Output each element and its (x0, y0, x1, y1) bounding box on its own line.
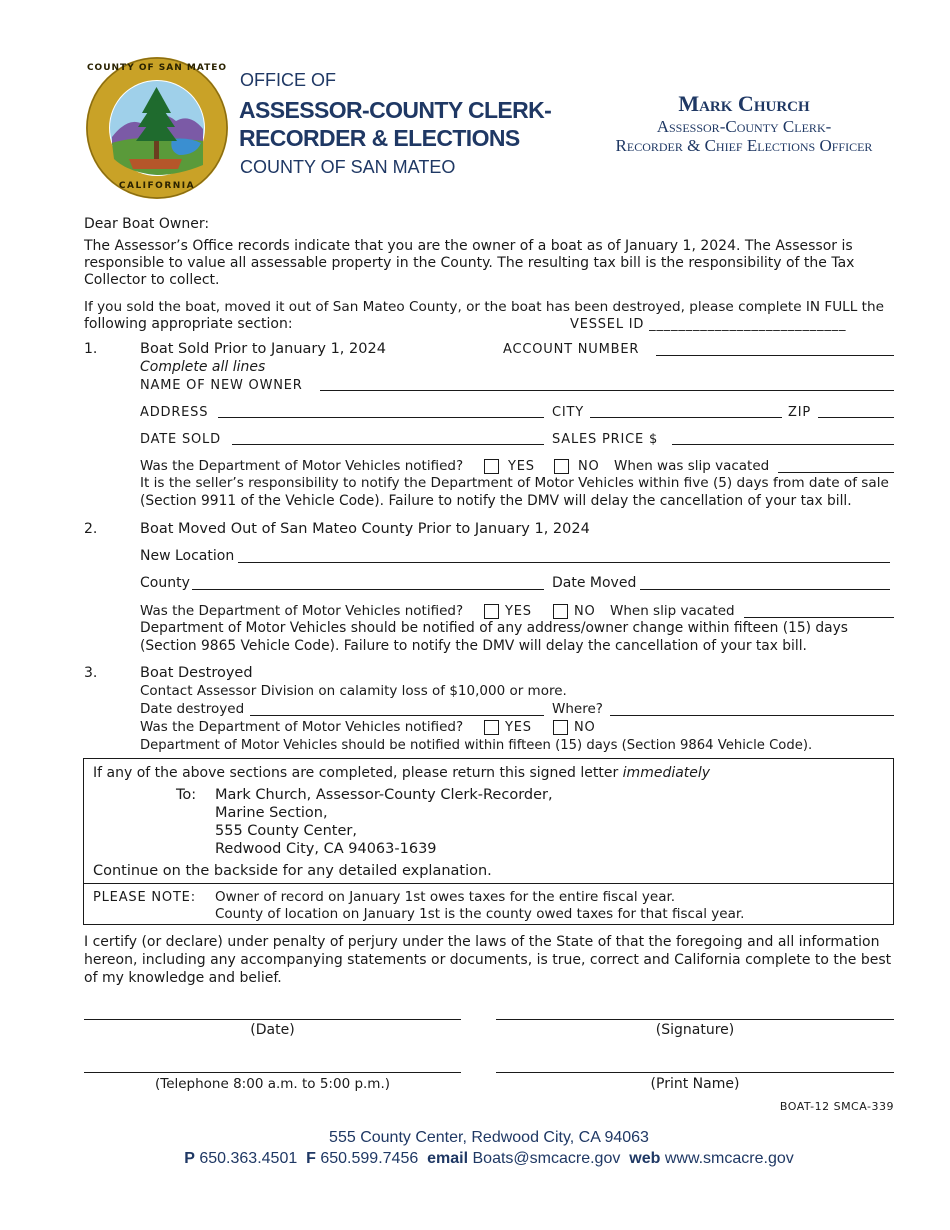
return-address-line4: Redwood City, CA 94063-1639 (215, 841, 437, 857)
intro-paragraph: The Assessor’s Office records indicate that you are the owner of a boat as of January 1, 2024. The Assessor is responsible to value all assessable property in the County. The resulting tax bill is the responsibility of the Tax Collector to collect. (84, 238, 855, 288)
account-number-label: ACCOUNT NUMBER (503, 342, 640, 357)
date-sold-label: DATE SOLD (140, 432, 221, 447)
footer-fax: 650.599.7456 (320, 1150, 419, 1167)
date-signature-line[interactable] (84, 1019, 461, 1020)
where-label: Where? (552, 701, 603, 717)
return-intro (93, 765, 710, 782)
office-of: OFFICE OF (240, 70, 336, 90)
telephone-caption: (Telephone 8:00 a.m. to 5:00 p.m.) (154, 1076, 391, 1092)
section2-note-line2: (Section 9865 Vehicle Code). Failure to notify the DMV will delay the cancellation of your tax bill. (140, 638, 807, 654)
county-seal (84, 55, 230, 201)
print-name-caption: (Print Name) (650, 1076, 740, 1092)
certification-statement: I certify (or declare) under penalty of perjury under the laws of the State of that the foregoing and all information hereon, including any accompanying statements or documents, is true, correct and California complete to the best of my knowledge and belief. (84, 934, 892, 986)
where-field[interactable] (610, 715, 894, 716)
section1-yes-label: YES (508, 459, 535, 474)
account-number-field[interactable] (656, 355, 894, 356)
county-label: County (140, 575, 190, 591)
instruction-line2: following appropriate section: (84, 316, 293, 332)
address-label: ADDRESS (140, 405, 209, 420)
section2-no-label: NO (574, 604, 596, 619)
section2-slip-label: When slip vacated (610, 603, 735, 619)
seal-text-bottom: CALIFORNIA (118, 181, 196, 191)
footer-phone: 650.363.4501 (199, 1150, 298, 1167)
return-intro-text: If any of the above sections are completed, please return this signed letter (93, 765, 619, 781)
telephone-line[interactable] (84, 1072, 461, 1073)
signature-caption: (Signature) (655, 1022, 735, 1038)
print-name-line[interactable] (496, 1072, 894, 1073)
date-destroyed-label: Date destroyed (140, 701, 245, 717)
official-title1: Assessor-County Clerk- (656, 117, 832, 136)
section1-no-checkbox[interactable] (554, 459, 569, 474)
date-caption: (Date) (250, 1022, 295, 1038)
return-address-line1: Mark Church, Assessor-County Clerk-Recorder, (215, 787, 553, 803)
section3-yes-label: YES (505, 720, 532, 735)
return-intro-emphasis: immediately (622, 765, 711, 781)
section2-no-checkbox[interactable] (553, 604, 568, 619)
section2-number: 2. (84, 521, 98, 537)
greeting: Dear Boat Owner: (84, 216, 210, 232)
date-destroyed-field[interactable] (250, 715, 544, 716)
section2-title: Boat Moved Out of San Mateo County Prior to January 1, 2024 (140, 521, 590, 537)
section3-title: Boat Destroyed (140, 665, 253, 681)
section2-yes-checkbox[interactable] (484, 604, 499, 619)
zip-label: ZIP (788, 405, 811, 420)
return-to-label: To: (176, 787, 197, 803)
date-moved-field[interactable] (640, 589, 890, 590)
section1-dmv-question: Was the Department of Motor Vehicles notified? (140, 458, 464, 474)
section1-no-label: NO (578, 459, 600, 474)
zip-field[interactable] (818, 417, 894, 418)
footer-web[interactable]: www.smcacre.gov (664, 1150, 794, 1167)
section2-dmv-question: Was the Department of Motor Vehicles notified? (140, 603, 464, 619)
vessel-id-label: VESSEL ID ___________________________ (570, 317, 847, 332)
section1-yes-checkbox[interactable] (484, 459, 499, 474)
section1-title: Boat Sold Prior to January 1, 2024 (140, 341, 386, 357)
section1-slip-label: When was slip vacated (614, 458, 770, 474)
seal-text-top: COUNTY OF SAN MATEO (86, 63, 228, 73)
footer-contact (0, 1150, 950, 1168)
section3-contact-line: Contact Assessor Division on calamity loss of $10,000 or more. (140, 683, 567, 699)
return-continue: Continue on the backside for any detailed explanation. (93, 863, 492, 879)
please-note-label: PLEASE NOTE: (93, 890, 196, 905)
sales-price-label: SALES PRICE $ (552, 432, 659, 447)
phone-prefix: P (184, 1150, 195, 1167)
office-line1: ASSESSOR-COUNTY CLERK- (239, 97, 552, 123)
web-prefix: web (629, 1150, 661, 1167)
new-owner-field[interactable] (320, 390, 894, 391)
section3-note-line: Department of Motor Vehicles should be notified within fifteen (15) days (Section 9864 Vehicle Code). (140, 738, 813, 753)
section3-no-checkbox[interactable] (553, 720, 568, 735)
fax-prefix: F (306, 1150, 316, 1167)
new-location-field[interactable] (238, 562, 890, 563)
section2-note-line1: Department of Motor Vehicles should be notified of any address/owner change within fifteen (15) days (140, 620, 848, 636)
date-sold-field[interactable] (232, 444, 544, 445)
section3-no-label: NO (574, 720, 596, 735)
section2-slip-field[interactable] (744, 617, 894, 618)
footer-email[interactable]: Boats@smcacre.gov (472, 1150, 621, 1167)
return-box-divider (83, 883, 894, 884)
section3-number: 3. (84, 665, 98, 681)
section3-yes-checkbox[interactable] (484, 720, 499, 735)
new-location-label: New Location (140, 548, 235, 564)
city-label: CITY (552, 405, 584, 420)
footer-address: 555 County Center, Redwood City, CA 94063 (329, 1129, 649, 1146)
section2-yes-label: YES (505, 604, 532, 619)
signature-line[interactable] (496, 1019, 894, 1020)
email-prefix: email (427, 1150, 469, 1167)
date-moved-label: Date Moved (552, 575, 637, 591)
return-address-line3: 555 County Center, (215, 823, 357, 839)
section1-subtitle: Complete all lines (140, 359, 266, 375)
please-note-line1: Owner of record on January 1st owes taxes for the entire fiscal year. (215, 889, 676, 905)
official-title2: Recorder & Chief Elections Officer (615, 136, 873, 155)
form-code: BOAT-12 SMCA-339 (779, 1100, 894, 1113)
section3-dmv-question: Was the Department of Motor Vehicles notified? (140, 719, 464, 735)
section1-slip-field[interactable] (778, 472, 894, 473)
office-line2: RECORDER & ELECTIONS (239, 125, 520, 151)
address-field[interactable] (218, 417, 544, 418)
sales-price-field[interactable] (672, 444, 894, 445)
official-name: Mark Church (678, 91, 810, 116)
section1-note-line1: It is the seller’s responsibility to notify the Department of Motor Vehicles within five (5) days from date of sale (140, 475, 889, 491)
county-field[interactable] (192, 589, 544, 590)
section1-note-line2: (Section 9911 of the Vehicle Code). Failure to notify the DMV will delay the cancellation of your tax bill. (140, 493, 852, 509)
city-field[interactable] (590, 417, 782, 418)
section1-number: 1. (84, 341, 98, 357)
office-county: COUNTY OF SAN MATEO (240, 157, 456, 177)
please-note-line2: County of location on January 1st is the county owed taxes for that fiscal year. (215, 906, 745, 922)
instruction-line1: If you sold the boat, moved it out of San Mateo County, or the boat has been destroyed, please complete IN FULL the (84, 299, 884, 315)
new-owner-label: NAME OF NEW OWNER (140, 378, 303, 393)
return-address-line2: Marine Section, (215, 805, 328, 821)
